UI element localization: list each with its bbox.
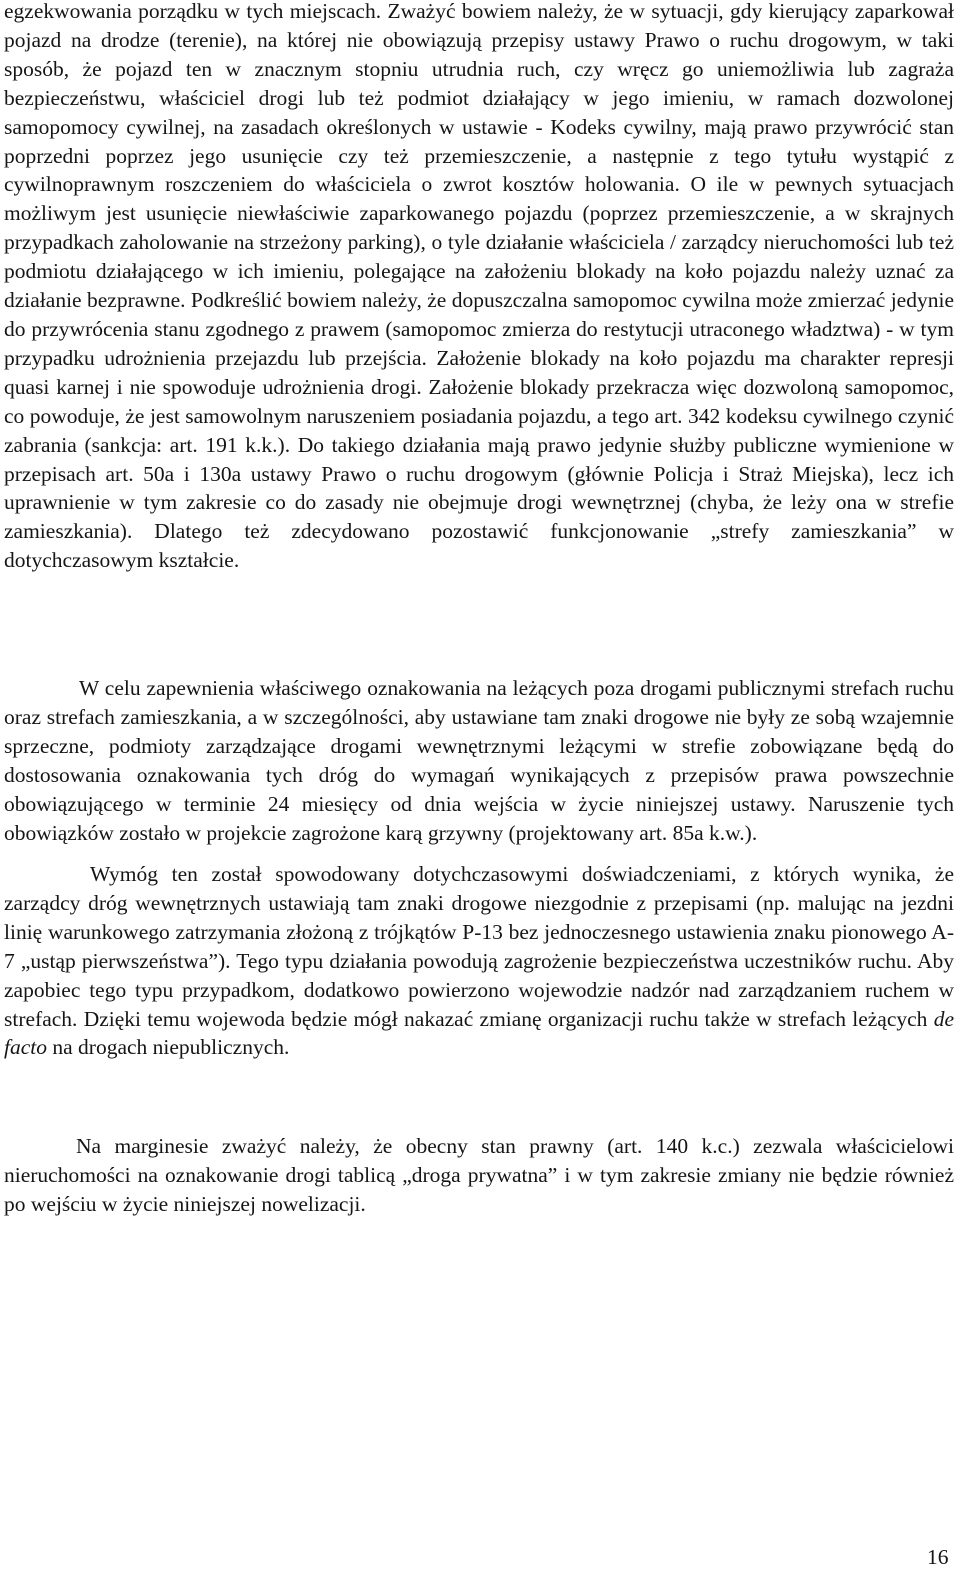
- paragraph: [4, 1132, 954, 1219]
- paragraph-text: egzekwowania porządku w tych miejscach. Zważyć bowiem należy, że w sytuacji, gdy kierujący zaparkował pojazd na drodze (terenie), na której nie obowiązują przepisy ustawy Prawo o ruchu drogowym, w taki sposób, że pojazd ten w znacznym stopniu utrudnia ruch, czy wręcz go uniemożliwia lub zagraża bezpieczeństwu, właściciel drogi lub też podmiot działający w jego imieniu, w ramach dozwolonej samopomocy cywilnej, na zasadach określonych w ustawie - Kodeks cywilny, mają prawo przywrócić stan poprzedni poprzez jego usunięcie czy też przemieszczenie, a następnie z tego tytułu wystąpić z cywilnoprawnym roszczeniem do właściciela o zwrot kosztów holowania. O ile w pewnych sytuacjach możliwym jest usunięcie niewłaściwie zaparkowanego pojazdu (poprzez przemieszczenie, a w skrajnych przypadkach zaholowanie na strzeżony parking), o tyle działanie właściciela / zarządcy nieruchomości lub też podmiotu działającego w ich imieniu, polegające na założeniu blokady na koło pojazdu należy uznać za działanie bezprawne. Podkreślić bowiem należy, że dopuszczalna samopomoc cywilna może zmierzać jedynie do przywrócenia stanu zgodnego z prawem (samopomoc zmierza do restytucji utraconego władztwa) - w tym przypadku udrożnienia przejazdu lub przejścia. Założenie blokady na koło pojazdu ma charakter represji quasi karnej i nie spowoduje udrożnienia drogi. Założenie blokady przekracza więc dozwoloną samopomoc, co powoduje, że jest samowolnym naruszeniem posiadania pojazdu, a tego art. 342 kodeksu cywilnego czynić zabrania (sankcja: art. 191 k.k.). Do takiego działania mają prawo jedynie służby publiczne wymienione w przepisach art. 50a i 130a ustawy Prawo o ruchu drogowym (głównie Policja i Straż Miejska), lecz ich uprawnienie w tym zakresie co do zasady nie obejmuje drogi wewnętrznej (chyba, że leży ona w strefie zamieszkania). Dlatego też zdecydowano pozostawić funkcjonowanie „strefy zamieszkania” w dotychczasowym kształcie.: [4, 0, 954, 573]
- page-number: 16: [927, 1545, 949, 1569]
- paragraph-text: W celu zapewnienia właściwego oznakowania na leżących poza drogami publicznymi strefach ruchu oraz strefach zamieszkania, a w szczególności, aby ustawiane tam znaki drogowe nie były ze sobą wzajemnie sprzeczne, podmioty zarządzające drogami wewnętrznymi leżącymi w strefie zobowiązane będą do dostosowania oznakowania tych dróg do wymagań wynikających z przepisów prawa powszechnie obowiązującego w terminie 24 miesięcy od dnia wejścia w życie niniejszej ustawy. Naruszenie tych obowiązków zostało w projekcie zagrożone karą grzywny (projektowany art. 85a k.w.).: [4, 676, 954, 845]
- paragraph-text: Na marginesie zważyć należy, że obecny stan prawny (art. 140 k.c.) zezwala właścicielowi nieruchomości na oznakowanie drogi tablicą „droga prywatna” i w tym zakresie zmiany nie będzie również po wejściu w życie niniejszej nowelizacji.: [4, 1134, 954, 1216]
- paragraph: [4, 0, 954, 575]
- italic-phrase: de facto: [4, 1006, 954, 1060]
- paragraph-text: Wymóg ten został spowodowany dotychczasowymi doświadczeniami, z których wynika, że zarządcy dróg wewnętrznych ustawiają tam znaki drogowe niezgodnie z przepisami (np. malując na jezdni linię warunkowego zatrzymania złożoną z trójkątów P-13 bez jednoczesnego ustawienia znaku pionowego A-7 „ustąp pierwszeństwa”). Tego typu działania powodują zagrożenie bezpieczeństwa uczestników ruchu. Aby zapobiec tego typu przypadkom, dodatkowo powierzono wojewodzie nadzór nad zarządzaniem ruchem w strefach. Dzięki temu wojewoda będzie mógł nakazać zmianę organizacji ruchu także w strefach leżących: [4, 862, 954, 1031]
- paragraph-text-end: na drogach niepublicznych.: [47, 1035, 290, 1060]
- paragraph: [4, 860, 954, 1062]
- paragraph: [4, 674, 954, 847]
